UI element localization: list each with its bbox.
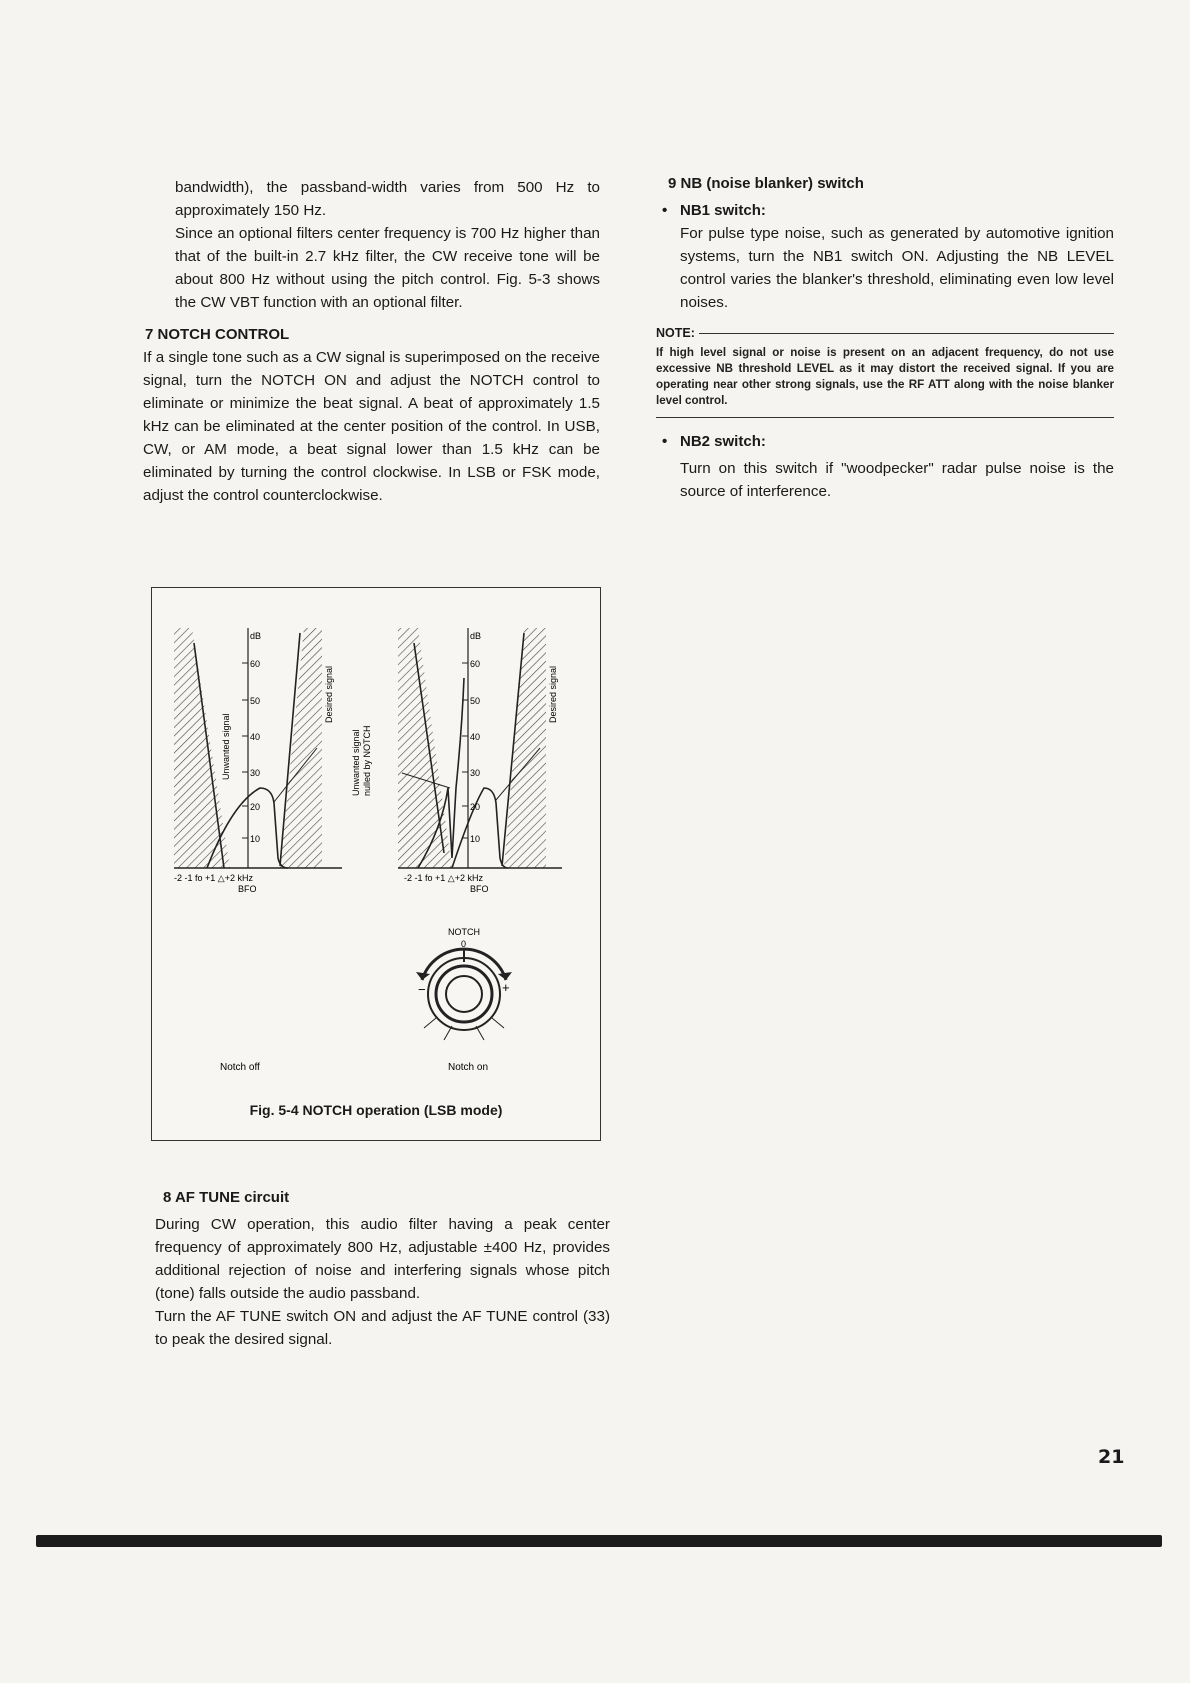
af-tune-paragraph: During CW operation, this audio filter having a peak center frequency of approximately 800 Hz, adjustable ±400 Hz, provides additional rejection of noise and interfering signals whose pitch (tone) falls outside the audio passband. [155,1216,610,1302]
left-column [145,176,600,507]
af-tune-section [155,1186,610,1351]
nb2-paragraph: Turn on this switch if "woodpecker" radar pulse noise is the source of interference. [680,460,1114,500]
knob-minus-label: − [418,982,426,997]
desired-signal-label: Desired signal [548,665,558,723]
filter-paragraph: Since an optional filters center frequency is 700 Hz higher than that of the built-in 2.7 kHz filter, the CW receive tone will be about 800 Hz without using the pitch control. Fig. 5-3 shows the CW VBT function with an optional filter. [175,225,600,311]
af-tune-instructions: Turn the AF TUNE switch ON and adjust the AF TUNE control (33) to peak the desired signal. [155,1308,610,1348]
right-column [656,172,1114,503]
notch-off-label: Notch off [220,1062,260,1073]
figure-5-4 [151,587,601,1141]
notch-heading: 7 NOTCH CONTROL [145,326,290,343]
notch-diagram [152,588,600,1140]
af-tune-heading: 8 AF TUNE circuit [163,1189,290,1206]
figure-caption: Fig. 5-4 NOTCH operation (LSB mode) [249,1102,503,1118]
note-label-text: NOTE: [656,326,695,340]
nb2-heading-text: NB2 switch: [680,433,766,450]
db-tick: 50 [250,696,261,706]
bandwidth-paragraph: bandwidth), the passband-width varies from 500 Hz to approximately 150 Hz. [175,179,600,219]
note-paragraph: If high level signal or noise is present on an adjacent frequency, do not use excessive NB threshold LEVEL as it may distort the received signal. If you are operating near other strong signals, use the RF ATT along with the noise blanker level control. [656,346,1114,407]
unwanted-hatch-area [398,628,452,868]
db-tick: 10 [470,834,481,844]
notch-knob-label: NOTCH [448,927,480,937]
bfo-label: BFO [470,884,489,894]
notch-on-label: Notch on [448,1062,489,1073]
db-tick: 40 [470,732,481,742]
db-label: dB [250,631,262,641]
db-tick: 60 [470,659,481,669]
nb1-paragraph: For pulse type noise, such as generated by automotive ignition systems, turn the NB1 switch ON. Adjusting the NB LEVEL control varies the blanker's threshold, eliminating even low level noises. [680,225,1114,311]
db-tick: 50 [470,696,481,706]
db-tick: 20 [250,802,261,812]
notch-paragraph: If a single tone such as a CW signal is superimposed on the receive signal, turn the NOTCH ON and adjust the NOTCH control to eliminate or minimize the beat signal. A beat of approximately 1.5 kHz can be eliminated at the center position of the control. In USB, CW, or AM mode, a beat signal lower than 1.5 kHz can be eliminated by turning the control clockwise. In LSB or FSK mode, adjust the control counterclockwise. [143,349,600,504]
nb-heading: 9 NB (noise blanker) switch [668,175,864,192]
db-tick: 60 [250,659,261,669]
notch-knob [416,948,512,1040]
passband-curve [452,788,508,868]
knob-zero-label: 0 [461,939,467,949]
nb1-heading-text: NB1 switch: [680,202,766,219]
x-axis-label: -2 -1 fo +1 △+2 kHz [174,873,253,883]
x-axis-label: -2 -1 fo +1 △+2 kHz [404,873,483,883]
note-divider [656,417,1114,418]
db-tick: 20 [470,802,481,812]
desired-signal-label: Desired signal [324,665,334,723]
bfo-label: BFO [238,884,257,894]
db-tick: 10 [250,834,261,844]
db-label: dB [470,631,482,641]
db-tick: 30 [470,768,481,778]
knob-plus-label: + [502,980,510,995]
unwanted-nulled-label-1: Unwanted signal [351,729,361,796]
unwanted-nulled-label-2: nulled by NOTCH [362,725,372,796]
db-tick: 30 [250,768,261,778]
nb1-heading: • NB1 switch: [662,202,766,219]
page-number: 21 [1098,1446,1125,1468]
nb2-heading: • NB2 switch: [662,433,766,450]
unwanted-signal-label: Unwanted signal [221,713,231,780]
note-label [656,322,1114,345]
db-tick: 40 [250,732,261,742]
desired-hatch-area [280,628,322,868]
bottom-edge-bar [36,1535,1162,1547]
